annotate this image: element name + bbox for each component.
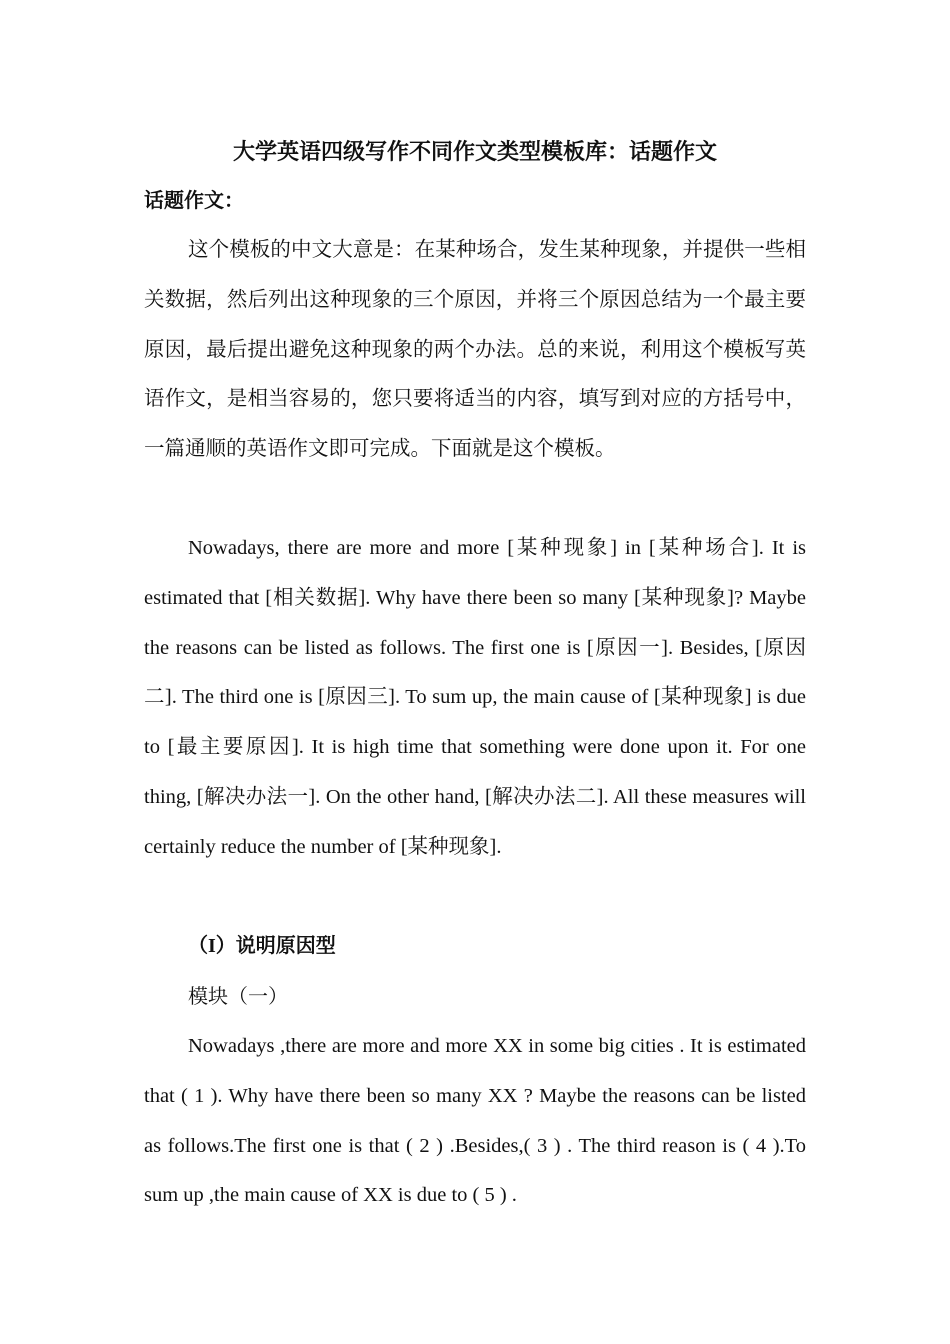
module-paragraph: Nowadays ,there are more and more XX in some big cities . It is estimated that ( 1 ). Why have there been so many XX ? Maybe the reasons can be listed as follows.The first one is that ( 2 ) .Besides,( 3 ) . The third reason is ( 4 ).To sum up ,the main cause of XX is due to ( 5 ) .	[144, 1035, 806, 1207]
topic-heading: 话题作文：	[144, 190, 244, 212]
intro-paragraph: 这个模板的中文大意是：在某种场合，发生某种现象，并提供一些相关数据，然后列出这种现象的三个原因，并将三个原因总结为一个最主要原因，最后提出避免这种现象的两个办法。总的来说，利用这个模板写英语作文，是相当容易的，您只要将适当的内容，填写到对应的方括号中，一篇通顺的英语作文即可完成。下面就是这个模板。	[144, 239, 806, 461]
module-label: 模块（一）	[188, 986, 288, 1008]
template-paragraph: Nowadays, there are more and more [某种现象] in [某种场合]. It is estimated that [相关数据]. Why have there been so many [某种现象]? Maybe the reasons can be listed as follows. The first one is [原因一]. Besides, [原因二]. The third one is [原因三]. To sum up, the main cause of [某种现象] is due to [最主要原因]. It is high time that something were done upon it. For one thing, [解决办法一]. On the other hand, [解决办法二]. All these measures will certainly reduce the number of [某种现象].	[144, 537, 806, 858]
document-title: 大学英语四级写作不同作文类型模板库：话题作文	[232, 139, 717, 164]
section-heading: （I）说明原因型	[188, 935, 336, 957]
